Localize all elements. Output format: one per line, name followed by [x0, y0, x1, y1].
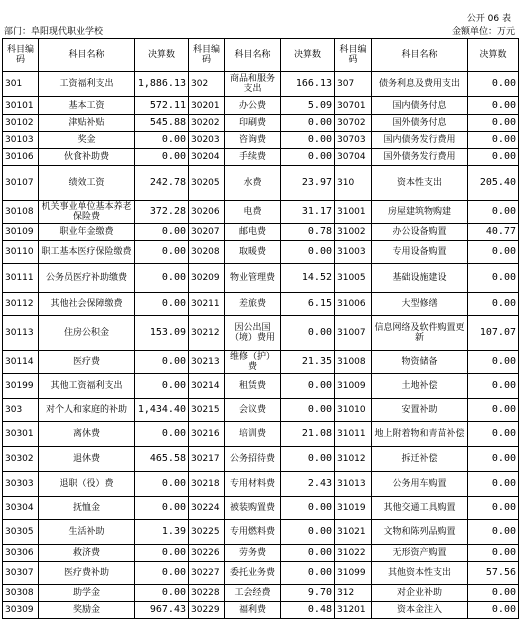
- subject-code-cell: 303: [3, 399, 39, 422]
- subject-code-cell: 30202: [189, 115, 225, 132]
- subject-code-cell: 30214: [189, 374, 225, 399]
- table-body: [3, 72, 519, 619]
- subject-name-cell: 取暖费: [225, 241, 281, 264]
- subject-code-cell: 30102: [3, 115, 39, 132]
- subject-code-cell: 31006: [335, 293, 372, 316]
- subject-name-cell: 被装购置费: [225, 497, 281, 520]
- subject-code-cell: 30218: [189, 472, 225, 497]
- amount-cell: 1.39: [135, 520, 189, 545]
- amount-cell: 0.00: [135, 264, 189, 293]
- subject-code-cell: 31021: [335, 520, 372, 545]
- amount-cell: 0.00: [135, 241, 189, 264]
- amount-cell: 23.97: [281, 166, 335, 201]
- subject-code-cell: 30306: [3, 545, 39, 562]
- column-header: 决算数: [135, 39, 189, 72]
- subject-code-cell: 30303: [3, 472, 39, 497]
- subject-name-cell: 生活补助: [39, 520, 135, 545]
- amount-cell: 31.17: [281, 201, 335, 224]
- subject-name-cell: 公务用车购置: [372, 472, 468, 497]
- amount-cell: 0.00: [281, 520, 335, 545]
- subject-name-cell: 机关事业单位基本养老保险费: [39, 201, 135, 224]
- subject-name-cell: 国内债务发行费用: [372, 132, 468, 149]
- amount-cell: 0.00: [468, 422, 519, 447]
- subject-code-cell: 30213: [189, 351, 225, 374]
- amount-cell: 0.00: [281, 545, 335, 562]
- subject-code-cell: 30226: [189, 545, 225, 562]
- subject-code-cell: 31011: [335, 422, 372, 447]
- subject-name-cell: 医疗费补助: [39, 562, 135, 585]
- subject-name-cell: 国外债务发行费用: [372, 149, 468, 166]
- subject-name-cell: 国外债务付息: [372, 115, 468, 132]
- subject-code-cell: 30110: [3, 241, 39, 264]
- amount-cell: 572.11: [135, 97, 189, 115]
- amount-cell: 0.00: [468, 602, 519, 619]
- amount-cell: 0.00: [135, 585, 189, 602]
- amount-cell: 0.00: [281, 316, 335, 351]
- subject-code-cell: 30302: [3, 447, 39, 472]
- subject-name-cell: 国内债务付息: [372, 97, 468, 115]
- amount-cell: 967.43: [135, 602, 189, 619]
- subject-code-cell: 30217: [189, 447, 225, 472]
- table-row: [3, 72, 519, 97]
- table-row: [3, 166, 519, 201]
- amount-cell: 0.00: [281, 374, 335, 399]
- subject-name-cell: 离休费: [39, 422, 135, 447]
- subject-name-cell: 公务员医疗补助缴费: [39, 264, 135, 293]
- amount-cell: 0.00: [468, 201, 519, 224]
- table-row: [3, 545, 519, 562]
- amount-cell: 14.52: [281, 264, 335, 293]
- amount-cell: 0.00: [135, 132, 189, 149]
- table-row: [3, 264, 519, 293]
- subject-name-cell: 其他工资福利支出: [39, 374, 135, 399]
- subject-name-cell: 职工基本医疗保险缴费: [39, 241, 135, 264]
- subject-name-cell: 物资储备: [372, 351, 468, 374]
- table-row: [3, 149, 519, 166]
- subject-code-cell: 30201: [189, 97, 225, 115]
- amount-cell: 545.88: [135, 115, 189, 132]
- subject-name-cell: 无形资产购置: [372, 545, 468, 562]
- subject-name-cell: 职业年金缴费: [39, 224, 135, 241]
- amount-cell: 0.00: [281, 399, 335, 422]
- subject-name-cell: 退休费: [39, 447, 135, 472]
- amount-cell: 21.35: [281, 351, 335, 374]
- subject-name-cell: 会议费: [225, 399, 281, 422]
- subject-code-cell: 30101: [3, 97, 39, 115]
- subject-code-cell: 30204: [189, 149, 225, 166]
- subject-code-cell: 31012: [335, 447, 372, 472]
- subject-name-cell: 劳务费: [225, 545, 281, 562]
- table-row: [3, 201, 519, 224]
- subject-name-cell: 商品和服务支出: [225, 72, 281, 97]
- subject-code-cell: 30227: [189, 562, 225, 585]
- subject-name-cell: 津贴补贴: [39, 115, 135, 132]
- amount-cell: 0.00: [468, 72, 519, 97]
- amount-cell: 0.00: [468, 374, 519, 399]
- amount-cell: 40.77: [468, 224, 519, 241]
- subject-name-cell: 办公设备购置: [372, 224, 468, 241]
- subject-name-cell: 房屋建筑物购建: [372, 201, 468, 224]
- amount-cell: 0.00: [281, 132, 335, 149]
- subject-code-cell: 31022: [335, 545, 372, 562]
- column-header: 科目编码: [335, 39, 372, 72]
- amount-cell: 1,886.13: [135, 72, 189, 97]
- subject-code-cell: 30307: [3, 562, 39, 585]
- subject-code-cell: 30229: [189, 602, 225, 619]
- subject-code-cell: 30207: [189, 224, 225, 241]
- amount-cell: 0.00: [468, 447, 519, 472]
- subject-code-cell: 30109: [3, 224, 39, 241]
- subject-name-cell: 资本金注入: [372, 602, 468, 619]
- subject-code-cell: 30203: [189, 132, 225, 149]
- subject-code-cell: 312: [335, 585, 372, 602]
- subject-name-cell: 抚恤金: [39, 497, 135, 520]
- subject-code-cell: 30216: [189, 422, 225, 447]
- subject-code-cell: 31099: [335, 562, 372, 585]
- subject-code-cell: 31002: [335, 224, 372, 241]
- amount-cell: 372.28: [135, 201, 189, 224]
- subject-name-cell: 其他资本性支出: [372, 562, 468, 585]
- table-row: [3, 374, 519, 399]
- amount-cell: 0.00: [468, 351, 519, 374]
- subject-code-cell: 31201: [335, 602, 372, 619]
- amount-cell: 0.00: [281, 497, 335, 520]
- subject-name-cell: 退职（役）费: [39, 472, 135, 497]
- table-row: [3, 472, 519, 497]
- amount-cell: 0.00: [468, 115, 519, 132]
- amount-cell: 0.00: [468, 132, 519, 149]
- subject-name-cell: 对个人和家庭的补助: [39, 399, 135, 422]
- subject-code-cell: 30701: [335, 97, 372, 115]
- subject-code-cell: 30209: [189, 264, 225, 293]
- amount-cell: 0.00: [281, 241, 335, 264]
- amount-cell: 0.00: [468, 399, 519, 422]
- subject-code-cell: 30211: [189, 293, 225, 316]
- subject-code-cell: 30215: [189, 399, 225, 422]
- department-label: 部门：阜阳现代职业学校: [4, 27, 104, 37]
- amount-cell: 0.00: [468, 264, 519, 293]
- subject-code-cell: 30301: [3, 422, 39, 447]
- amount-cell: 0.00: [468, 97, 519, 115]
- subject-code-cell: 31007: [335, 316, 372, 351]
- table-row: [3, 115, 519, 132]
- subject-name-cell: 绩效工资: [39, 166, 135, 201]
- subject-name-cell: 伙食补助费: [39, 149, 135, 166]
- amount-cell: 0.00: [135, 374, 189, 399]
- subject-code-cell: 30199: [3, 374, 39, 399]
- subject-code-cell: 30308: [3, 585, 39, 602]
- subject-code-cell: 31008: [335, 351, 372, 374]
- subject-name-cell: 对企业补助: [372, 585, 468, 602]
- subject-name-cell: 培训费: [225, 422, 281, 447]
- subject-name-cell: 土地补偿: [372, 374, 468, 399]
- amount-cell: 205.40: [468, 166, 519, 201]
- amount-cell: 2.43: [281, 472, 335, 497]
- subject-code-cell: 30206: [189, 201, 225, 224]
- subject-name-cell: 大型修缮: [372, 293, 468, 316]
- table-row: [3, 602, 519, 619]
- amount-cell: 242.78: [135, 166, 189, 201]
- subject-code-cell: 30107: [3, 166, 39, 201]
- subject-name-cell: 印刷费: [225, 115, 281, 132]
- amount-cell: 0.00: [468, 545, 519, 562]
- amount-cell: 1,434.40: [135, 399, 189, 422]
- subject-code-cell: 31005: [335, 264, 372, 293]
- subject-name-cell: 资本性支出: [372, 166, 468, 201]
- amount-cell: 0.00: [135, 422, 189, 447]
- column-header: 科目名称: [372, 39, 468, 72]
- amount-cell: 166.13: [281, 72, 335, 97]
- amount-cell: 0.00: [281, 562, 335, 585]
- subject-name-cell: 工会经费: [225, 585, 281, 602]
- subject-name-cell: 物业管理费: [225, 264, 281, 293]
- table-row: [3, 447, 519, 472]
- subject-code-cell: 31013: [335, 472, 372, 497]
- table-row: [3, 562, 519, 585]
- amount-cell: 0.00: [135, 149, 189, 166]
- column-header: 科目名称: [225, 39, 281, 72]
- amount-cell: 0.00: [281, 447, 335, 472]
- subject-code-cell: 302: [189, 72, 225, 97]
- subject-code-cell: 30212: [189, 316, 225, 351]
- table-row: [3, 132, 519, 149]
- subject-name-cell: 文物和陈列品购置: [372, 520, 468, 545]
- subject-name-cell: 拆迁补偿: [372, 447, 468, 472]
- column-header: 决算数: [281, 39, 335, 72]
- subject-code-cell: 30112: [3, 293, 39, 316]
- subject-code-cell: 30304: [3, 497, 39, 520]
- subject-name-cell: 其他交通工具购置: [372, 497, 468, 520]
- amount-cell: 465.58: [135, 447, 189, 472]
- subject-name-cell: 地上附着物和青苗补偿: [372, 422, 468, 447]
- subject-code-cell: 31003: [335, 241, 372, 264]
- table-row: [3, 497, 519, 520]
- table-row: [3, 422, 519, 447]
- amount-cell: 5.09: [281, 97, 335, 115]
- amount-cell: 153.09: [135, 316, 189, 351]
- subject-name-cell: 其他社会保障缴费: [39, 293, 135, 316]
- amount-cell: 0.48: [281, 602, 335, 619]
- subject-name-cell: 手续费: [225, 149, 281, 166]
- amount-cell: 0.00: [468, 293, 519, 316]
- subject-name-cell: 邮电费: [225, 224, 281, 241]
- subject-code-cell: 31010: [335, 399, 372, 422]
- subject-name-cell: 委托业务费: [225, 562, 281, 585]
- subject-code-cell: 30704: [335, 149, 372, 166]
- subject-code-cell: 301: [3, 72, 39, 97]
- amount-cell: 57.56: [468, 562, 519, 585]
- subject-code-cell: 30208: [189, 241, 225, 264]
- subject-name-cell: 公务招待费: [225, 447, 281, 472]
- subject-name-cell: 奖金: [39, 132, 135, 149]
- amount-cell: 0.00: [135, 545, 189, 562]
- amount-cell: 21.08: [281, 422, 335, 447]
- table-row: [3, 351, 519, 374]
- table-row: [3, 224, 519, 241]
- amount-cell: 0.00: [468, 149, 519, 166]
- subject-name-cell: 电费: [225, 201, 281, 224]
- subject-name-cell: 奖励金: [39, 602, 135, 619]
- column-header: 科目编码: [189, 39, 225, 72]
- subject-name-cell: 信息网络及软件购置更新: [372, 316, 468, 351]
- expenditure-table: [2, 38, 519, 619]
- amount-cell: 0.00: [135, 562, 189, 585]
- subject-name-cell: 医疗费: [39, 351, 135, 374]
- amount-cell: 0.00: [468, 585, 519, 602]
- amount-cell: 0.00: [135, 293, 189, 316]
- subject-code-cell: 30309: [3, 602, 39, 619]
- amount-cell: 0.00: [468, 497, 519, 520]
- subject-name-cell: 专用燃料费: [225, 520, 281, 545]
- subject-code-cell: 30228: [189, 585, 225, 602]
- subject-name-cell: 救济费: [39, 545, 135, 562]
- subject-name-cell: 咨询费: [225, 132, 281, 149]
- subject-code-cell: 30703: [335, 132, 372, 149]
- subject-name-cell: 安置补助: [372, 399, 468, 422]
- amount-cell: 0.00: [135, 497, 189, 520]
- subject-name-cell: 因公出国（境）费用: [225, 316, 281, 351]
- amount-cell: 107.07: [468, 316, 519, 351]
- amount-cell: 0.78: [281, 224, 335, 241]
- table-row: [3, 316, 519, 351]
- subject-code-cell: 30111: [3, 264, 39, 293]
- amount-cell: 6.15: [281, 293, 335, 316]
- amount-cell: 0.00: [468, 241, 519, 264]
- subject-code-cell: 31009: [335, 374, 372, 399]
- subject-code-cell: 30113: [3, 316, 39, 351]
- amount-cell: 0.00: [135, 224, 189, 241]
- table-row: [3, 97, 519, 115]
- subject-code-cell: 30114: [3, 351, 39, 374]
- amount-cell: 9.70: [281, 585, 335, 602]
- subject-code-cell: 30225: [189, 520, 225, 545]
- subject-name-cell: 办公费: [225, 97, 281, 115]
- subject-code-cell: 30106: [3, 149, 39, 166]
- subject-name-cell: 基础设施建设: [372, 264, 468, 293]
- column-header: 科目编码: [3, 39, 39, 72]
- table-row: [3, 241, 519, 264]
- table-header-row: [3, 39, 519, 72]
- subject-code-cell: 31019: [335, 497, 372, 520]
- subject-name-cell: 水费: [225, 166, 281, 201]
- subject-name-cell: 专用材料费: [225, 472, 281, 497]
- subject-code-cell: 30305: [3, 520, 39, 545]
- subject-code-cell: 307: [335, 72, 372, 97]
- subject-name-cell: 债务利息及费用支出: [372, 72, 468, 97]
- column-header: 科目名称: [39, 39, 135, 72]
- subject-code-cell: 30702: [335, 115, 372, 132]
- subject-code-cell: 30205: [189, 166, 225, 201]
- unit-label: 金额单位：万元: [451, 27, 515, 37]
- table-number: 公开 06 表: [466, 14, 511, 24]
- amount-cell: 0.00: [135, 351, 189, 374]
- subject-code-cell: 30103: [3, 132, 39, 149]
- amount-cell: 0.00: [468, 520, 519, 545]
- table-row: [3, 520, 519, 545]
- amount-cell: 0.00: [281, 149, 335, 166]
- subject-name-cell: 住房公积金: [39, 316, 135, 351]
- subject-code-cell: 310: [335, 166, 372, 201]
- subject-code-cell: 31001: [335, 201, 372, 224]
- subject-code-cell: 30108: [3, 201, 39, 224]
- subject-name-cell: 基本工资: [39, 97, 135, 115]
- table-row: [3, 399, 519, 422]
- table-row: [3, 293, 519, 316]
- subject-name-cell: 差旅费: [225, 293, 281, 316]
- subject-name-cell: 专用设备购置: [372, 241, 468, 264]
- subject-code-cell: 30224: [189, 497, 225, 520]
- subject-name-cell: 福利费: [225, 602, 281, 619]
- amount-cell: 0.00: [135, 472, 189, 497]
- subject-name-cell: 工资福利支出: [39, 72, 135, 97]
- amount-cell: 0.00: [468, 472, 519, 497]
- subject-name-cell: 维修（护）费: [225, 351, 281, 374]
- table-row: [3, 585, 519, 602]
- subject-name-cell: 助学金: [39, 585, 135, 602]
- column-header: 决算数: [468, 39, 519, 72]
- amount-cell: 0.00: [281, 115, 335, 132]
- subject-name-cell: 租赁费: [225, 374, 281, 399]
